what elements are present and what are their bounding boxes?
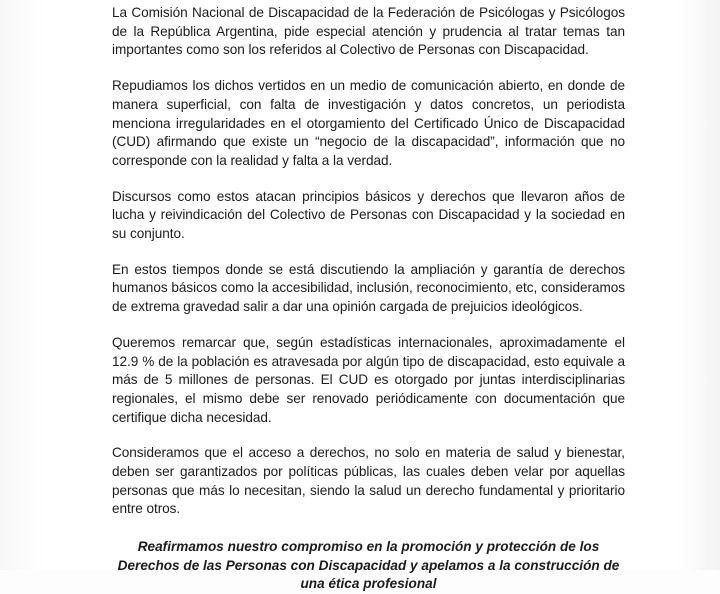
paragraph-repudio: Repudiamos los dichos vertidos en un medio de comunicación abierto, en donde de manera superficial, con falta de investigación y datos concretos, un periodista menciona irregularidades en el otorgamiento del Certificado Único de Discapacidad (CUD) afirmando que existe un “negocio de la discapacidad”, información que no corresponde con la realidad y falta a la verdad. bbox=[112, 78, 625, 168]
document-body bbox=[112, 4, 625, 536]
closing-statement: Reafirmamos nuestro compromiso en la promoción y protección de los Derechos de las Personas con Discapacidad y apelamos a la construcción de una ética profesional bbox=[117, 539, 620, 592]
paragraph-estadisticas: Queremos remarcar que, según estadísticas internacionales, aproximadamente el 12.9 % de la población es atravesada por algún tipo de discapacidad, esto equivale a más de 5 millones de personas. El CUD es otorgado por juntas interdisciplinarias regionales, el mismo debe ser renovado periódicamente con documentación que certifique dicha necesidad. bbox=[112, 334, 625, 425]
paragraph-acceso: Consideramos que el acceso a derechos, no solo en materia de salud y bienestar, deben ser garantizados por políticas públicas, las cuales deben velar por aquellas personas que más lo necesitan, siendo la salud un derecho fundamental y prioritario entre otros. bbox=[112, 445, 625, 517]
paragraph-discursos: Discursos como estos atacan principios básicos y derechos que llevaron años de lucha y reivindicación del Colectivo de Personas con Discapacidad y la sociedad en su conjunto. bbox=[112, 188, 625, 242]
paragraph-intro: La Comisión Nacional de Discapacidad de la Federación de Psicólogas y Psicólogos de la República Argentina, pide especial atención y prudencia al tratar temas tan importantes como son los referidos al Colectivo de Personas con Discapacidad. bbox=[112, 5, 625, 58]
paragraph-derechos: En estos tiempos donde se está discutiendo la ampliación y garantía de derechos humanos básicos como la accesibilidad, inclusión, reconocimiento, etc, consideramos de extrema gravedad salir a dar una opinión cargada de prejuicios ideológicos. bbox=[112, 261, 625, 315]
